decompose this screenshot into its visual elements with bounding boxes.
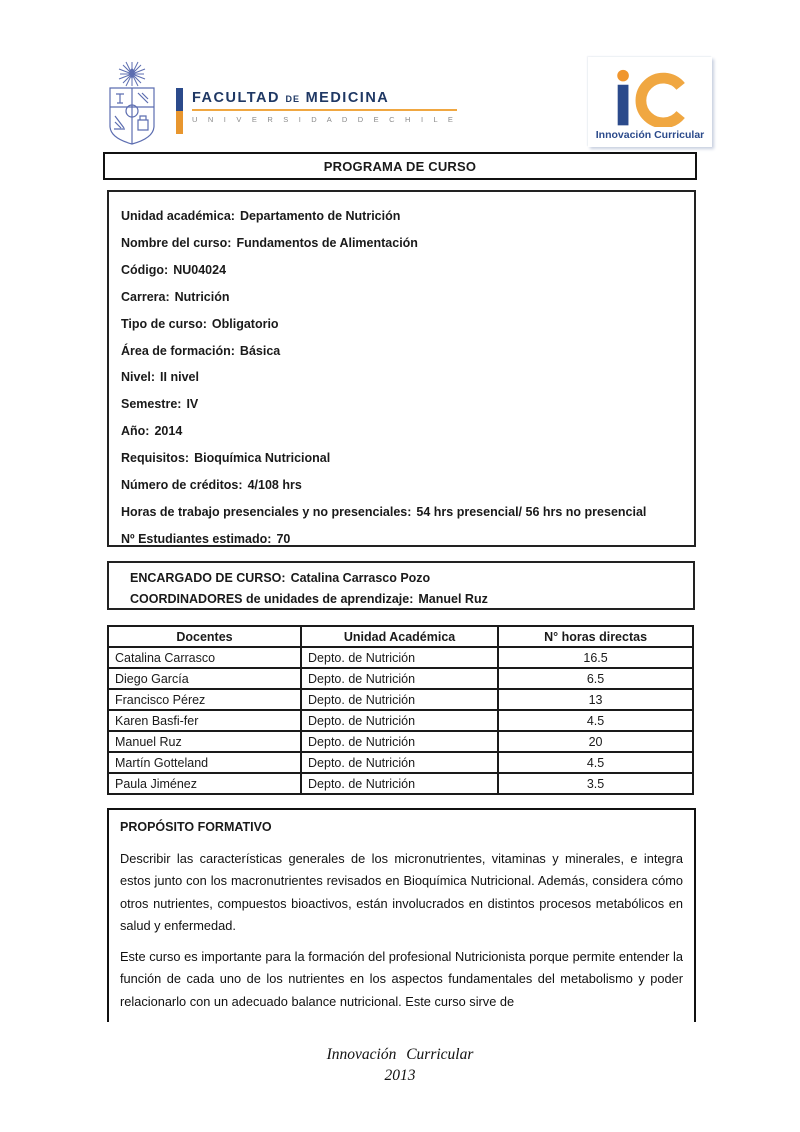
info-line-nombre: Nombre del curso: Fundamentos de Alimentación bbox=[121, 235, 418, 250]
proposito-paragraph-2: Este curso es importante para la formación del profesional Nutricionista porque permite entender la función de cada uno de los nutrientes en los aspectos fundamentales del metabolismo y poder relacionarlo con un adecuado balance nutricional. Este curso sirve de bbox=[120, 949, 683, 1009]
universidad-subtitle: U N I V E R S I D A D D E C H I L E bbox=[192, 115, 458, 124]
col-header-docentes: Docentes bbox=[108, 626, 301, 647]
info-line-nivel: Nivel: II nivel bbox=[121, 370, 199, 385]
ic-monogram-icon bbox=[611, 69, 689, 127]
table-row: Catalina Carrasco Depto. de Nutrición 16.5 bbox=[108, 647, 693, 668]
course-info-box bbox=[107, 190, 696, 547]
info-line-ano: Año: 2014 bbox=[121, 424, 183, 439]
orange-rule bbox=[192, 109, 457, 111]
facultad-title: FACULTAD DE MEDICINA bbox=[192, 90, 390, 106]
universidad-de-chile-shield-icon bbox=[98, 60, 166, 148]
info-line-creditos: Número de créditos: 4/108 hrs bbox=[121, 478, 302, 493]
docentes-table bbox=[107, 625, 694, 795]
innovacion-curricular-logo bbox=[588, 57, 712, 147]
footer-line-2: 2013 bbox=[384, 1067, 416, 1084]
facultad-medicina-logo bbox=[98, 60, 458, 148]
footer-line-1: Innovación Curricular bbox=[326, 1046, 474, 1063]
document-title: PROGRAMA DE CURSO bbox=[323, 158, 477, 174]
page-footer bbox=[0, 1046, 800, 1085]
info-line-unidad: Unidad académica: Departamento de Nutrición bbox=[121, 209, 401, 223]
document-title-box bbox=[103, 152, 697, 180]
staff-box bbox=[107, 561, 695, 610]
info-line-horas: Horas de trabajo presenciales y no presenciales: 54 hrs presencial/ 56 hrs no presencial bbox=[121, 504, 647, 519]
logo-divider-bar bbox=[176, 88, 183, 134]
proposito-paragraph-1: Describir las características generales de los micronutrientes, vitaminas y minerales, e integra estos junto con los macronutrientes revisados en Bioquímica Nutricional. Además, considera cómo otros nutrientes, compuestos bioactivos, están involucrados en distintos procesos metabólicos en salud y enfermedad. bbox=[120, 851, 683, 933]
table-row: Karen Basfi-fer Depto. de Nutrición 4.5 bbox=[108, 710, 693, 731]
info-line-semestre: Semestre: IV bbox=[121, 397, 199, 412]
ic-logo-label: Innovación Curricular bbox=[595, 129, 705, 141]
info-line-tipo: Tipo de curso: Obligatorio bbox=[121, 316, 279, 331]
table-row: Manuel Ruz Depto. de Nutrición 20 bbox=[108, 731, 693, 752]
proposito-formativo-box bbox=[107, 808, 696, 1022]
table-row: Diego García Depto. de Nutrición 6.5 bbox=[108, 668, 693, 689]
info-line-carrera: Carrera: Nutrición bbox=[121, 289, 230, 304]
info-line-codigo: Código: NU04024 bbox=[121, 262, 227, 277]
col-header-unidad: Unidad Académica bbox=[301, 626, 498, 647]
table-row: Francisco Pérez Depto. de Nutrición 13 bbox=[108, 689, 693, 710]
table-header-row bbox=[108, 626, 693, 647]
coordinadores-line: COORDINADORES de unidades de aprendizaje: Manuel Ruz bbox=[130, 592, 488, 606]
facultad-logo-text bbox=[192, 90, 457, 124]
table-row: Paula Jiménez Depto. de Nutrición 3.5 bbox=[108, 773, 693, 794]
proposito-title: PROPÓSITO FORMATIVO bbox=[120, 820, 272, 834]
info-line-area: Área de formación: Básica bbox=[121, 343, 281, 358]
table-row: Martín Gotteland Depto. de Nutrición 4.5 bbox=[108, 752, 693, 773]
info-line-estudiantes: Nº Estudiantes estimado: 70 bbox=[121, 531, 291, 546]
info-line-requisitos: Requisitos: Bioquímica Nutricional bbox=[121, 451, 331, 466]
col-header-horas: N° horas directas bbox=[498, 626, 693, 647]
encargado-line: ENCARGADO DE CURSO: Catalina Carrasco Pozo bbox=[130, 571, 431, 585]
